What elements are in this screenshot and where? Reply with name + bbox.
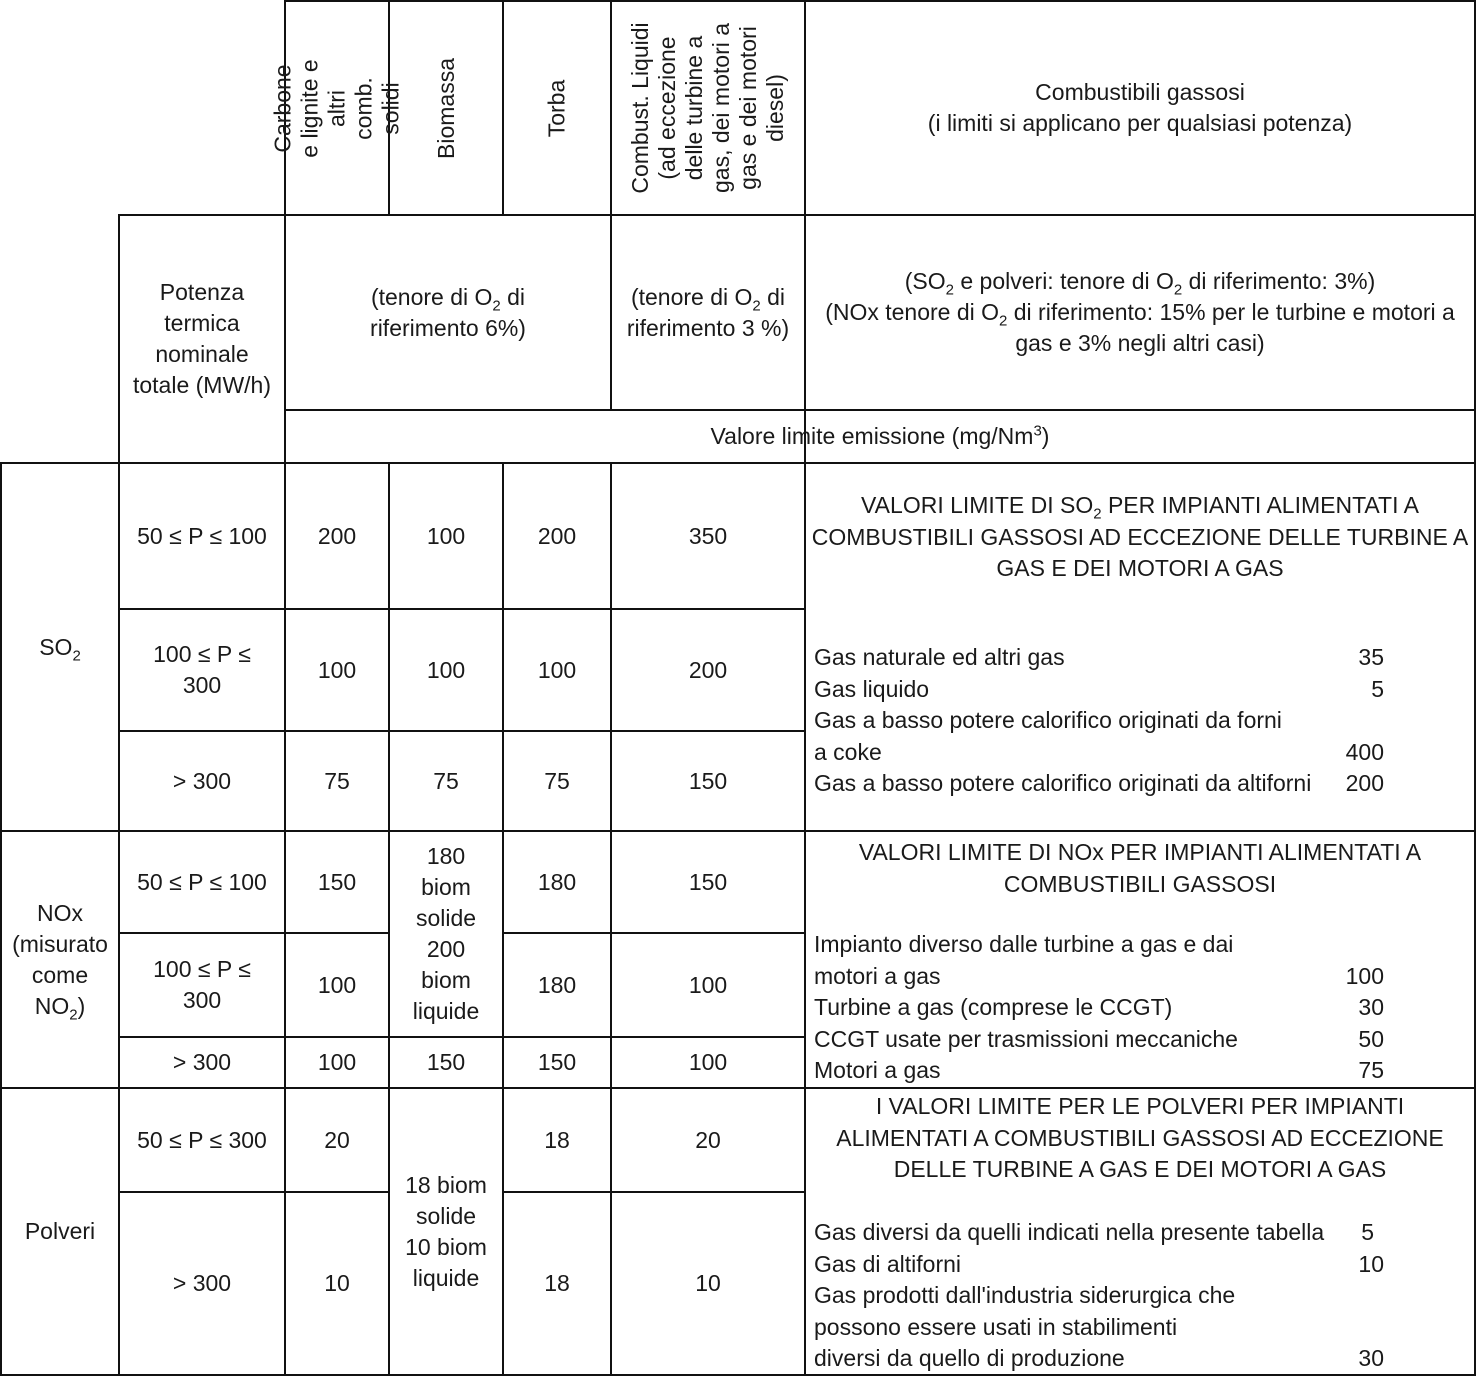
polveri-row1-potenza: 50 ≤ P ≤ 300 xyxy=(137,1126,267,1153)
so2-row2-torba: 100 xyxy=(537,656,577,683)
list-item: Gas a basso potere calorifico originati da altiforni 200 xyxy=(814,770,1384,796)
nox-row2-carbone: 100 xyxy=(317,971,357,998)
list-item: Gas diversi da quelli indicati nella presente tabella 5 xyxy=(814,1219,1374,1245)
so2-row2-carbone: 100 xyxy=(317,656,357,683)
header-gassosi-line1: Combustibili gassosi xyxy=(1035,79,1245,105)
so2-row3-biomassa: 75 xyxy=(433,767,459,794)
header-o2-gas: ($SO_2$ e polveri: tenore di $O_2$ di riferimento: 3%) (NOx tenore di $O_2$ di riferimento: 15% per le turbine e motori a gas e 3% negli altri casi) xyxy=(825,268,1455,356)
so2-row1-carbone: 200 xyxy=(317,522,357,549)
so2-row2-potenza: 100 ≤ P ≤ 300 xyxy=(153,641,251,698)
nox-label: NOx (misurato come $NO_2$) xyxy=(12,899,108,1024)
list-item: Gas a basso potere calorifico originati da forni a coke 400 xyxy=(814,707,1384,765)
header-carbone xyxy=(269,2,404,214)
nox-row2-torba: 180 xyxy=(537,971,577,998)
header-gassosi-line2: (i limiti si applicano per qualsiasi potenza) xyxy=(927,110,1353,136)
so2-label: $SO_2$ xyxy=(39,633,81,665)
list-item: Motori a gas 75 xyxy=(814,1057,1384,1083)
nox-row3-torba: 150 xyxy=(537,1049,577,1075)
polveri-row2-liquidi: 10 xyxy=(695,1270,721,1296)
so2-gas-list xyxy=(814,642,1474,800)
list-item: Turbine a gas (comprese le CCGT) 30 xyxy=(814,994,1384,1020)
nox-row1-carbone: 150 xyxy=(317,868,357,895)
so2-row3-torba: 75 xyxy=(544,767,570,794)
polveri-row2-torba: 18 xyxy=(544,1270,570,1296)
list-item: Gas naturale ed altri gas 35 xyxy=(814,644,1384,670)
so2-row1-liquidi: 350 xyxy=(688,522,728,549)
header-torba xyxy=(504,2,610,214)
polveri-row1-carbone: 20 xyxy=(324,1126,350,1153)
header-potenza: Potenza termica nominale totale (MW/h) xyxy=(132,279,272,398)
nox-row2-liquidi: 100 xyxy=(688,971,728,998)
header-gassosi xyxy=(806,2,1474,214)
nox-row3-potenza: > 300 xyxy=(172,1049,232,1075)
nox-row3-carbone: 100 xyxy=(317,1049,357,1075)
nox-row3-biomassa: 150 xyxy=(426,1049,466,1075)
header-torba-text: Torba xyxy=(543,79,570,137)
nox-row1-torba: 180 xyxy=(537,868,577,895)
so2-row2-liquidi: 200 xyxy=(688,656,728,683)
so2-row3-carbone: 75 xyxy=(324,767,350,794)
so2-row2-biomassa: 100 xyxy=(426,656,466,683)
header-o2-liquidi: (tenore di $O_2$ di riferimento 3 %) xyxy=(626,283,790,341)
nox-row1-liquidi: 150 xyxy=(688,868,728,895)
polveri-row2-carbone: 10 xyxy=(324,1270,350,1296)
list-item: CCGT usate per trasmissioni meccaniche 50 xyxy=(814,1025,1384,1052)
header-biomassa xyxy=(390,2,502,214)
list-item: Gas di altiforni 10 xyxy=(814,1250,1384,1277)
header-liquidi-text: Combust. Liquidi (ad eccezione delle turbine a gas, dei motori a gas e dei motori diesel) xyxy=(627,22,788,194)
header-liquidi xyxy=(612,2,804,214)
header-carbone-text: Carbone e lignite e altri comb. solidi xyxy=(269,58,404,158)
nox-biomassa-merged: 180 biom solide 200 biom liquide xyxy=(412,843,480,1024)
nox-row2-potenza: 100 ≤ P ≤ 300 xyxy=(153,956,251,1013)
list-item: Impianto diverso dalle turbine a gas e dai motori a gas 100 xyxy=(814,931,1384,989)
polveri-label: Polveri xyxy=(24,1218,96,1244)
so2-row3-potenza: > 300 xyxy=(172,767,232,794)
polveri-biomassa-merged: 18 biom solide 10 biom liquide xyxy=(405,1171,487,1291)
nox-row1-potenza: 50 ≤ P ≤ 100 xyxy=(137,868,267,895)
polveri-gas-title: I VALORI LIMITE PER LE POLVERI PER IMPIANTI ALIMENTATI A COMBUSTIBILI GASSOSI AD ECCEZIONE DELLE TURBINE A GAS E DEI MOTORI A GAS xyxy=(836,1093,1444,1182)
polveri-row1-liquidi: 20 xyxy=(695,1126,721,1153)
header-biomassa-text: Biomassa xyxy=(432,57,459,159)
so2-row1-potenza: 50 ≤ P ≤ 100 xyxy=(137,522,267,549)
polveri-row1-torba: 18 xyxy=(544,1126,570,1153)
list-item: Gas liquido 5 xyxy=(814,675,1384,702)
polveri-row2-potenza: > 300 xyxy=(172,1270,232,1296)
list-item: Gas prodotti dall'industria siderurgica che possono essere usati in stabilimenti diversi da quello di produzione 30 xyxy=(814,1282,1384,1371)
header-o2-solidi: (tenore di $O_2$ di riferimento 6%) xyxy=(370,283,526,341)
nox-gas-list xyxy=(814,929,1474,1087)
so2-row1-biomassa: 100 xyxy=(426,522,466,549)
so2-gas-title: VALORI LIMITE DI $SO_2$ PER IMPIANTI ALIMENTATI A COMBUSTIBILI GASSOSI AD ECCEZIONE DELLE TURBINE A GAS E DEI MOTORI A GAS xyxy=(811,492,1469,581)
so2-row3-liquidi: 150 xyxy=(688,767,728,794)
so2-row1-torba: 200 xyxy=(537,522,577,549)
nox-gas-title: VALORI LIMITE DI NOx PER IMPIANTI ALIMENTATI A COMBUSTIBILI GASSOSI xyxy=(858,839,1422,897)
polveri-gas-list xyxy=(814,1217,1474,1375)
nox-row3-liquidi: 100 xyxy=(688,1049,728,1075)
header-valore-limite: Valore limite emissione (mg/Nm$^3$) xyxy=(710,422,1050,449)
